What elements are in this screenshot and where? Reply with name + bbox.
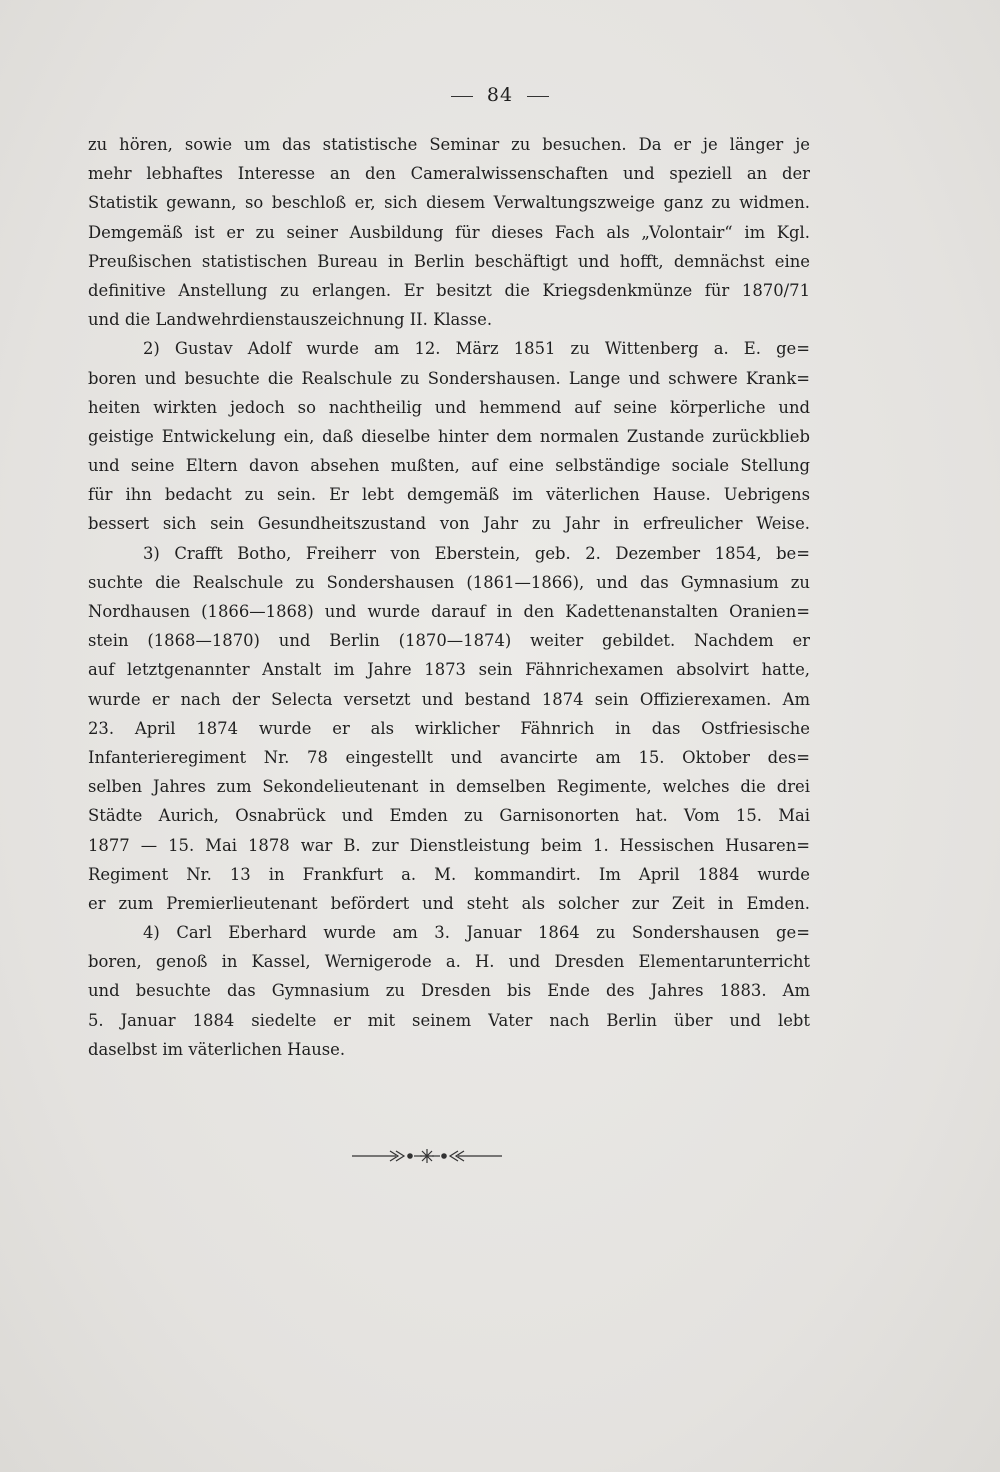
text-line: 3) Crafft Botho, Freiherr von Eberstein, geb. 2. Dezember 1854, be=	[143, 543, 810, 563]
text-line: boren, genoß in Kassel, Wernigerode a. H. und Dresden Elementarunterricht	[88, 952, 810, 972]
text-line: Statistik gewann, so beschloß er, sich diesem Verwaltungszweige ganz zu widmen.	[88, 193, 810, 213]
text-line: Regiment Nr. 13 in Frankfurt a. M. kommandirt. Im April 1884 wurde	[88, 864, 810, 884]
body-text	[88, 130, 810, 1064]
text-line: definitive Anstellung zu erlangen. Er besitzt die Kriegsdenkmünze für 1870/71	[88, 280, 810, 300]
text-line: Nordhausen (1866—1868) und wurde darauf in den Kadettenanstalten Oranien=	[88, 602, 810, 621]
text-line: geistige Entwickelung ein, daß dieselbe hinter dem normalen Zustande zurückblieb	[88, 426, 810, 446]
text-line: selben Jahres zum Sekondelieutenant in demselben Regimente, welches die drei	[88, 777, 810, 797]
text-line: stein (1868—1870) und Berlin (1870—1874) weiter gebildet. Nachdem er	[88, 631, 810, 651]
text-line: und besuchte das Gymnasium zu Dresden bis Ende des Jahres 1883. Am	[88, 981, 810, 1001]
text-line: 4) Carl Eberhard wurde am 3. Januar 1864 zu Sondershausen ge=	[143, 923, 810, 943]
text-line: Demgemäß ist er zu seiner Ausbildung für dieses Fach als „Volontair“ im Kgl.	[88, 222, 810, 242]
text-line: Preußischen statistischen Bureau in Berlin beschäftigt und hofft, demnächst eine	[88, 251, 810, 271]
text-line: für ihn bedacht zu sein. Er lebt demgemäß im väterlichen Hause. Uebrigens	[88, 485, 810, 505]
text-line: auf letztgenannter Anstalt im Jahre 1873 sein Fähnrichexamen absolvirt hatte,	[88, 660, 810, 680]
text-line: 2) Gustav Adolf wurde am 12. März 1851 zu Wittenberg a. E. ge=	[143, 339, 810, 359]
page-number: 84	[486, 84, 514, 106]
text-line: und die Landwehrdienstauszeichnung II. Klasse.	[88, 310, 493, 330]
text-line: mehr lebhaftes Interesse an den Cameralwissenschaften und speziell an der	[88, 164, 810, 184]
text-line: Infanterieregiment Nr. 78 eingestellt und avancirte am 15. Oktober des=	[88, 747, 810, 767]
text-line: zu hören, sowie um das statistische Seminar zu besuchen. Da er je länger je	[88, 135, 810, 154]
text-line: wurde er nach der Selecta versetzt und bestand 1874 sein Offizierexamen. Am	[88, 689, 810, 709]
text-line: Städte Aurich, Osnabrück und Emden zu Garnisonorten hat. Vom 15. Mai	[88, 806, 810, 826]
text-line: daselbst im väterlichen Hause.	[88, 1039, 346, 1059]
page-number-header	[0, 84, 1000, 106]
text-line: boren und besuchte die Realschule zu Sondershausen. Lange und schwere Krank=	[88, 368, 810, 388]
text-line: bessert sich sein Gesundheitszustand von Jahr zu Jahr in erfreulicher Weise.	[88, 514, 810, 534]
right-dash	[527, 96, 549, 97]
left-dash	[451, 96, 473, 97]
text-line: suchte die Realschule zu Sondershausen (1861—1866), und das Gymnasium zu	[88, 572, 810, 592]
text-line: und seine Eltern davon absehen mußten, auf eine selbständige sociale Stellung	[88, 456, 810, 476]
text-line: 5. Januar 1884 siedelte er mit seinem Vater nach Berlin über und lebt	[88, 1010, 810, 1030]
text-line: 23. April 1874 wurde er als wirklicher Fähnrich in das Ostfriesische	[88, 718, 810, 738]
text-line: heiten wirkten jedoch so nachtheilig und hemmend auf seine körperliche und	[88, 397, 810, 417]
text-line: er zum Premierlieutenant befördert und steht als solcher zur Zeit in Emden.	[88, 893, 810, 913]
text-line: 1877 — 15. Mai 1878 war B. zur Dienstleistung beim 1. Hessischen Husaren=	[88, 835, 810, 855]
closing-ornament	[352, 1146, 502, 1166]
